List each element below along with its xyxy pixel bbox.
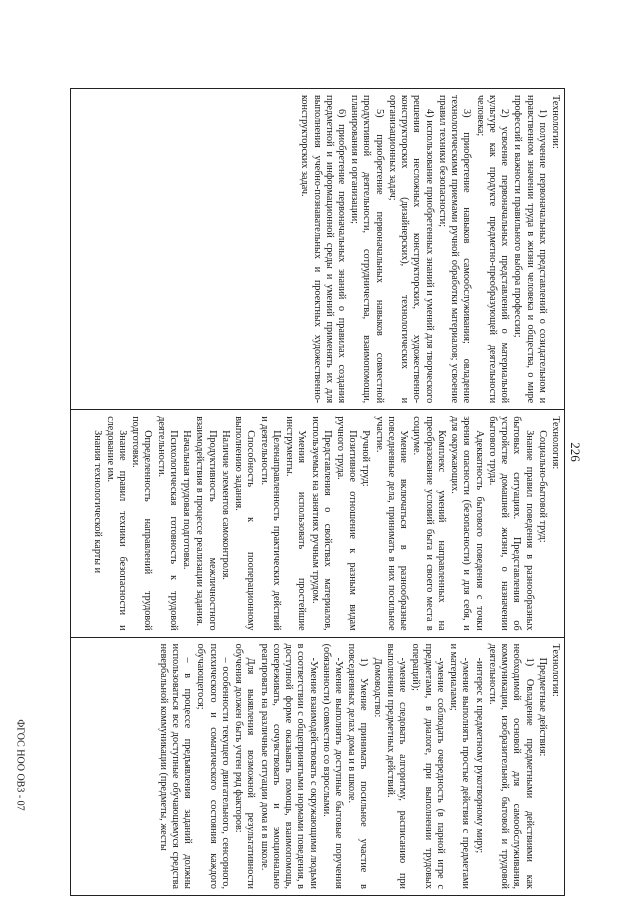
column-paragraph: -Умение взаимодействовать с окружающими людьми в соответствии с общепринятыми нормами поведения, в доступной форме оказывать помощь, взаимопомощь, сопереживать, сочувствовать и эмоционально реагировать на различные ситуации дома и в школе. — [258, 643, 319, 889]
column-paragraph: 5) приобретение первоначальных навыков совместной продуктивной деятельности, сотрудничества, взаимопомощи, планирования и организации; — [349, 95, 385, 404]
column-paragraph: Для выявления возможной результативности обучения должен быть учтен ряд факторов: — [233, 643, 257, 889]
column-paragraph: Домоводство: — [371, 657, 383, 718]
column-heading: Технологии: — [550, 95, 561, 149]
column-paragraph: -Умение выполнять доступные бытовые поручения (обязанности) совместно со взрослыми. — [320, 643, 345, 889]
column-paragraph: Определенность направлений трудовой подготовки. — [130, 416, 154, 631]
column-paragraph: Продуктивность межличностного взаимодействия в процессе реализации задания. — [194, 416, 218, 631]
column-paragraph: Позитивное отношение к разным видам ручного труда. — [335, 416, 359, 631]
table-column — [71, 89, 564, 410]
column-paragraph: Знание правил поведения в разнообразных бытовых ситуациях. Представления об устройстве домашней жизни, о назначении бытового труда. — [486, 416, 535, 631]
column-paragraph: 1) получение первоначальных представлений о созидательном и нравственном значении труда в жизни человека и общества, о мире профессий и важности правильного выбора профессии; — [512, 95, 548, 404]
column-paragraph: -интерес к предметному рукотворному миру; — [473, 657, 485, 854]
column-paragraph: 4) использование приобретенных знаний и умений для творческого решения несложных конструкторских, художественно-конструкторских (дизайнерских), технологических и организационных задач; — [386, 95, 435, 404]
column-paragraph: Представления о свойствах материалов, используемых на занятиях ручным трудом. — [309, 416, 333, 631]
column-paragraph: -умение следовать алгоритму, расписанию при выполнении предметных действий. — [384, 643, 409, 889]
column-paragraph: Умения использовать простейшие инструменты. — [284, 416, 308, 631]
column-heading: Технология: — [550, 643, 561, 697]
column-heading: Технология: — [550, 416, 561, 470]
column-paragraph: Знание правил техники безопасности и следование им. — [104, 416, 129, 631]
table-stage — [70, 88, 565, 896]
column-paragraph: 6) приобретение первоначальных знаний о правилах создания предметной и информационной среды и умений применять их для выполнения учебно-познавательных и проектных художественно-конструкторских задач. — [299, 95, 348, 404]
table-column — [71, 410, 564, 637]
table-column — [71, 638, 564, 895]
column-paragraph: 3) приобретение навыков самообслуживания; овладение технологическими приемами ручной обработки материалов; усвоение правил техники безопасности; — [436, 95, 473, 404]
column-paragraph: Предметные действия: — [536, 657, 548, 757]
footer-code: ФГОС НОО ОВЗ - 07 — [14, 719, 26, 811]
column-paragraph: Ручной труд: — [360, 430, 372, 487]
column-paragraph: Знания технологической карты и — [91, 430, 103, 574]
column-paragraph: Наличие элементов самоконтроля. — [219, 430, 231, 580]
outcomes-table — [70, 88, 565, 896]
column-paragraph: 1) Овладение предметными действиями как необходимой основой для самообслуживания, коммуникации, изобразительной, бытовой и трудовой деятельности. — [486, 643, 535, 889]
column-paragraph: 2) усвоение первоначальных представлений о материальной культуре как продукте предметно-преобразующей деятельности человека; — [474, 95, 511, 404]
column-paragraph: Комплекс умений направленных на преобразование условий быта и своего места в социуме. — [411, 416, 447, 631]
column-paragraph: – в процессе предъявления заданий должны использоваться все доступные обучающемуся средства невербальной коммуникации (предметы, жесты — [157, 643, 194, 889]
column-paragraph: – особенности текущего двигательного, сенсорного, психического и соматического состояния каждого обучающегося; — [195, 643, 231, 889]
column-paragraph: Умение включаться в разнообразные повседневные дела, принимать в них посильное участие. — [373, 416, 410, 631]
column-paragraph: 1) Умение принимать посильное участие в повседневных делах дома и в школе. — [346, 643, 370, 889]
column-paragraph: Адекватность бытового поведения с точки зрения опасности (безопасности) и для себя, и для окружающих. — [449, 416, 485, 631]
column-paragraph: Психологическая готовность к трудовой деятельности. — [155, 416, 179, 631]
column-paragraph: Целенаправленность практических действий и деятельности. — [258, 416, 282, 631]
column-paragraph: -умение выполнять простые действия с предметами и материалами; — [448, 643, 472, 889]
page-number: 226 — [568, 442, 583, 462]
column-paragraph: Способность к пооперационному выполнению задания. — [233, 416, 257, 631]
column-paragraph: Социально-бытовой труд: — [536, 430, 548, 543]
column-paragraph: Начальная трудовая подготовка. — [181, 430, 193, 570]
column-paragraph: -умение соблюдать очередность (в парной игре с предметами, в диалоге, при выполнении трудовых операций); — [410, 643, 446, 889]
